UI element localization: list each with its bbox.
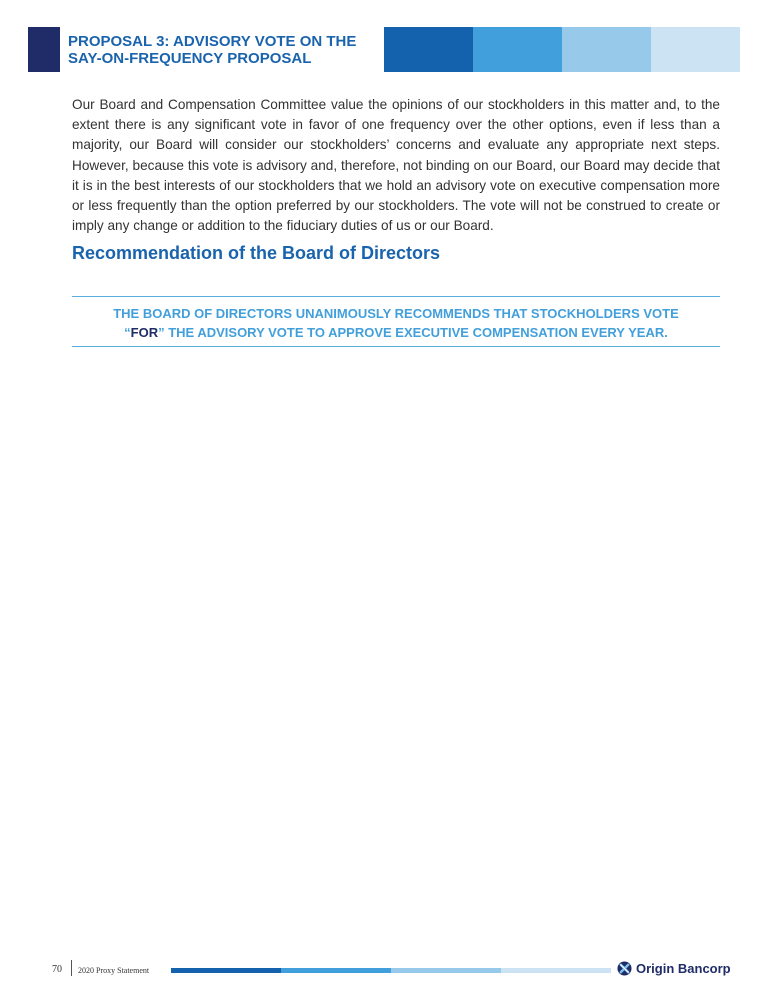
footer-separator <box>71 960 72 976</box>
footer-color-bar-2 <box>281 968 391 973</box>
page-title <box>68 33 388 67</box>
body-paragraph: Our Board and Compensation Committee value the opinions of our stockholders in this matter and, to the extent there is any significant vote in favor of one frequency over the other options, even if less than a majority, our Board will consider our stockholders’ concerns and evaluate any appropriate next steps. However, because this vote is advisory and, therefore, not binding on our Board, our Board may decide that it is in the best interests of our stockholders that we hold an advisory vote on executive compensation more or less frequently than the option preferred by our stockholders. The vote will not be construed to create or imply any change or addition to the fiduciary duties of us or our Board. <box>72 97 720 234</box>
recommendation-bottom-rule <box>72 346 720 347</box>
header-color-bar-2 <box>473 27 562 72</box>
header-color-bar-3 <box>562 27 651 72</box>
footer-color-bar-1 <box>171 968 281 973</box>
header-color-bar-4 <box>651 27 740 72</box>
recommendation-line-2: ” THE ADVISORY VOTE TO APPROVE EXECUTIVE COMPENSATION EVERY YEAR. <box>158 325 668 340</box>
recommendation-for-word: FOR <box>130 325 159 340</box>
footer-brand-name: Origin Bancorp <box>636 961 731 976</box>
board-recommendation <box>72 304 720 342</box>
page-title-line-2: SAY-ON-FREQUENCY PROPOSAL <box>68 50 312 67</box>
recommendation-top-rule <box>72 296 720 297</box>
origin-logo-icon <box>617 961 632 976</box>
footer-color-bar-3 <box>391 968 501 973</box>
recommendation-quote-open: “ <box>124 325 131 340</box>
footer-page-number: 70 <box>52 964 62 975</box>
page-title-line-1: PROPOSAL 3: ADVISORY VOTE ON THE <box>68 33 357 50</box>
header-color-bar-1 <box>384 27 473 72</box>
section-heading: Recommendation of the Board of Directors <box>72 243 441 263</box>
footer-document-name: 2020 Proxy Statement <box>78 966 150 975</box>
footer-color-bar-4 <box>501 968 611 973</box>
header-accent-square <box>28 27 60 72</box>
recommendation-line-1: THE BOARD OF DIRECTORS UNANIMOUSLY RECOMMENDS THAT STOCKHOLDERS VOTE <box>113 306 679 321</box>
